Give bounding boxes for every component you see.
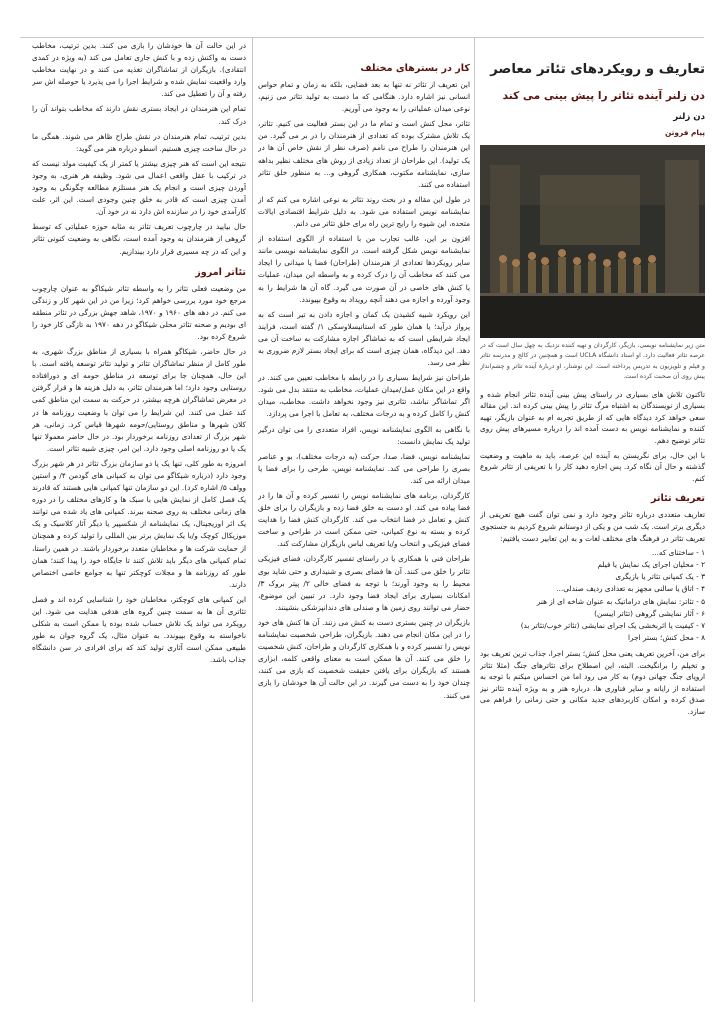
- definitions-list: [480, 547, 705, 644]
- paragraph: این رویکرد شبیه کشیدن یک کمان و اجازه دادن به تیر است که به پرواز درآید؛ یا همان طور که استانیسلاوسکی ۱/ گفته است، فرایند ایجاد شرایطی است که به تماشاگر اجازه مشارکت به ساخت آن می دهد. این دیدگاه، همان چیزی است که برای ایجاد بستر لازم ضروری به نظر می رسد.: [258, 309, 470, 368]
- paragraph: در طول این مقاله و در بحث روند تئاتر به نوعی اشاره می کنم که از نمایشنامه نویس استفاده می شود. به دلیل شرایط اقتصادی ایالات متحده، این شیوه را رایج ترین راه برای خلق تئاتر می دانم.: [258, 194, 470, 229]
- paragraph: تعاریف متعددی درباره تئاتر وجود دارد و نمی توان گفت هیچ تعریفی از دیگری برتر است. یک شب من و یکی از دوستانم شروع کردیم به جستجوی تعریف تئاتر در فرهنگ های مختلف لغات و به این تعابیر دست یافتیم:: [480, 510, 705, 543]
- paragraph: نمایشنامه نویس، فضا، صدا، حرکت (به درجات مختلف)، بو و عناصر بصری را طراحی می کند. نمایشنامه نویس، طرحی را برای فضا یا میدان ارائه می کند.: [258, 451, 470, 485]
- list-item: ۷ - کیفیت یا اثربخشی یک اجرای نمایشی (تئاتر خوب/تئاتر بد): [520, 620, 705, 630]
- paragraph: این تعریف از تئاتر نه تنها به بعد فضایی، بلکه به زمان و تمام حواس انسانی نیز اشاره دارد. هنگامی که ما دست به تولید تئاتر می زنیم، نوعی میدان عملیاتی را به وجود می آوریم.: [258, 80, 470, 114]
- paragraph: طراحان نیز شرایط بسیاری را در رابطه با مخاطب تعیین می کنند. در واقع در این مکان عمل/میدان عملیات، مخاطب به منتقد بدل می شود. اگر تماشاگر نباشد، تئاتری نیز وجود نخواهد داشت. مخاطب، میدان کنش را کامل کرده و به درجات مختلف، به تعامل با اجرا می پردازد.: [258, 373, 470, 419]
- paragraph: طراحان فنی با همکاری یا در راستای تفسیر کارگردان، فضای فیزیکی تئاتر را خلق می کنند. آن ها فضای بصری و شنیداری و حتی شاید بوی محیط را به وجود آورند؛ با توجه به فضای خالی ۲/ پیتر بروک ۳/ امکانات بسیاری برای ایجاد فضا وجود دارد. در تبیین این موضوع، حضار می توانند روی زمین ها و صندلی های دندانپزشکی بنشینند.: [258, 554, 470, 612]
- list-item: ۱ - ساختنای که...: [651, 548, 705, 558]
- paragraph: این کمپانی های کوچکتر، مخاطبان خود را شناسایی کرده اند و فصل تئاتری آن ها به سمت چنین گروه های هدفی هدایت می شود. این رویکرد می تواند یک تلاش حساب شده بوده یا ممکن است به شکلی ناخواسته به وقوع بپیوندد. به عنوان مثال، یک گروه جوان به طور طبیعی ممکن است آثاری تولید کند که برای افرادی در سن دانشگاه جذاب باشد.: [32, 594, 246, 665]
- paragraph: حال بیایید در چارچوب تعریف تئاتر به مثابه حوزه عملیاتی که توسط گروهی از هنرمندان به وجود آمده است، نگاهی به وضعیت کنونی تئاتر و این که در چه مسیری قرار دارد بیندازیم.: [32, 222, 246, 256]
- article-subtitle: دن زلنر آینده تئاتر را پیش بینی می کند: [502, 90, 705, 102]
- section-heading: تعریف تئاتر: [650, 493, 705, 505]
- list-item: ۵ - تئاتر: نمایش های دراماتیک به عنوان شاخه ای از هنر: [536, 596, 705, 606]
- paragraph: بدین ترتیب، تمام هنرمندان در نقش طراح ظاهر می شوند. همگی ما در حال ساخت چیزی هستیم. اسطو درباره هنر می گوید:: [32, 131, 246, 153]
- photo-caption: متن زیر نمایشنامه نویسی، بازیگر، کارگردان و تهیه کننده نزدیک به چهل سال است که در عرصه تئاتر فعالیت دارد. او استاد دانشگاه UCLA است و همچنین در کالج و مدرسه تئاتر و فیلم و تلویزیون به تدریس پرداخته است. این نوشتار، او دربارهٔ آینده تئاتر و چشم‌انداز پیش روی آن صحبت کرده است.: [480, 342, 705, 381]
- author-name: دن زلنر: [673, 112, 705, 122]
- paragraph: برای من، آخرین تعریف یعنی محل کنش؛ بستر اجرا، جذاب ترین تعریف بود و تخیلم را برانگیخت. البته، این اصطلاح برای تئاترهای جنگ (مثلا تئاتر اروپای جنگ جهانی دوم) به کار می رود اما من احساس میکنم با توجه به استفاده از رایانه و سایر فناوری ها، درباره هنر و به ویژه آینده تئاتر نیز صدق کرده و امکان کاربردهای جدید مکانی و حتی زمانی را فراهم می سازد.: [480, 648, 705, 716]
- paragraph: در حال حاضر، شیکاگو همراه با بسیاری از مناطق بزرگ شهری، به طور کامل از منظر تماشاگران تئاتر و تولید تئاتر توسعه یافته است. با این حال، همچنان جا برای توسعه در مناطق حومه ای و دورافتاده روستایی وجود دارد؛ اما هنرمندان تئاتر، به دلیل هزینه ها و قرار گرفتن در معرض تماشاگران هرچه بیشتر، در حرکت به سمت این مناطق کمی کند عمل می کنند. این شرایط را می توان با وضعیت روزنامه ها در کلان شهرها و مناطق روستایی/حومه شهرها قیاس کرد. زمانی، هر شهر بزرگ از تعدادی روزنامه برخوردار بود. در حال حاضر معمولا تنها یک یا دو روزنامه اصلی وجود دارد. این امر، چیزی شبیه تئاتر است.: [32, 347, 246, 453]
- stage-photo: [480, 145, 705, 338]
- column-left: [32, 40, 246, 975]
- translator-name: پیام فروتن: [664, 128, 705, 137]
- column-divider-right: [474, 37, 475, 1002]
- paragraph: تئاتر، محل کنش است و تمام ما در این بستر فعالیت می کنیم. تئاتر، یک تلاش مشترک بوده که تعدادی از هنرمندان را در بر می گیرد. من این هنرمندان را طراح می نامم (صرف نظر از نقش خاص آن ها در یک تولید). این طراحان از تعداد زیادی از روش های مختلف نظیر بداهه سازی، نمایشنامه مکتوب، همکاری گروهی و... به منظور خلق تئاتر استفاده می کنند.: [258, 119, 470, 189]
- section-heading: تئاتر امروز: [195, 266, 246, 278]
- column-right: [480, 40, 705, 1000]
- paragraph: من وضعیت فعلی تئاتر را به واسطه تئاتر شیکاگو به عنوان چارچوب مرجع خود مورد بررسی خواهم کرد؛ زیرا من در این شهر کار و زندگی می کنم. در دهه های ۱۹۶۰ و ۱۹۷۰، شاهد جهش بزرگی در تئاتر منطقه ای بودیم و صحنه تئاتر محلی شیکاگو در دهه ۱۹۷۰ به تازگی کار خود را شروع کرده بود.: [32, 283, 246, 341]
- article-title: تعاریف و رویکردهای تئاتر معاصر: [490, 62, 705, 77]
- paragraph: امروزه به طور کلی، تنها یک یا دو سازمان بزرگ تئاتر در هر شهر بزرگ وجود دارد (درباره شیکاگو می توان به کمپانی های گودمن ۴/ و استپن وولف ۵/ اشاره کرد). این دو سازمان تنها کمپانی هایی هستند که قادرند یک فصل کامل از نمایش هایی با سبک ها و کارهای مختلف را در دوره های زمانی مختلف به روی صحنه ببرند. کمپانی های یاد شده می توانند یک اثر اوریجینال، یک نمایشنامه از شکسپیر یا دیگر آثار کلاسیک و یک موزیکال کوچک و/یا یک نمایش برتر بین المللی را تولید کرده و همچنان از حمایت شرکت ها و مخاطبان متعدد برخوردار باشند. در همین راستا، تمام کمپانی های دیگر باید تلاش کنند تا جایگاه خود را پیدا کنند؛ همان طور که روزنامه ها و مجلات کوچکتر تنها به جوامع خاصی اختصاص دارند.: [32, 458, 246, 589]
- column-divider-left: [252, 37, 253, 1002]
- paragraph: بازیگران در چنین بستری دست به کنش می زنند. آن ها کنش های خود را در این مکان انجام می دهند. بازیگران، طراحی شخصیت نمایشنامه نویس را تفسیر کرده و با همکاری کارگردان و طراحان، کنش شخصیت را خلق می کنند. آن ها ممکن است به معنای واقعی کلمه، ابزاری هستند که بازیگران برای یافتن حقیقت شخصیت که بازی می کنند، چندان خود را به دست می گیرند. در این حالت آن ها خودشان را بازی می کنند.: [258, 617, 470, 700]
- stage-scene-illustration: [480, 145, 705, 338]
- paragraph: تمام این هنرمندان در ایجاد بستری نقش دارند که مخاطب بتواند آن را درک کند.: [32, 104, 246, 126]
- paragraph: در این حالت آن ها خودشان را بازی می کنند. بدین ترتیب، مخاطب دست به واکنش زده و با کنش جاری تعامل می کند (به ویژه در کمدی انتقادی). بازیگران از تماشاگران تغذیه می کنند و در نهایت مخاطب وارد واقعیت نمایش شده و شرایط اجرا را می پذیرد یا حوصله اش سر رفته و آن را تعطیل می کند.: [32, 41, 246, 99]
- paragraph: نتیجه این است که هنر چیزی بیشتر یا کمتر از یک کیفیت مولد نیست که در ترکیب با عقل واقعی اعمال می شود. وظیفه هر هنری، به وجود آوردن چیزی است و انجام یک هنر مستلزم مطالعه چگونگی به وجود آمدن چیزی است که قادر به خلق چنین وجودی است. این اثر، علت کارآمدی خود را در سازنده اش دارد نه در خود آن.: [32, 158, 246, 217]
- paragraph: کارگردان، برنامه های نمایشنامه نویس را تفسیر کرده و آن ها را در فضا پیاده می کند. او دست به خلق فضا زده و بازیگران را برای خلق کنش و تعامل در فضا انتخاب می کند. کارگردان کنش فضا را هدایت کرده و بسته به نوع کمپانی، حتی ممکن است در طراحی و ساخت فضای فیزیکی و انتخاب و/یا تعریف لباس بازیگران مشارکت کند.: [258, 491, 470, 549]
- column-middle: [258, 40, 470, 975]
- paragraph: با این حال، برای نگریستن به آینده این عرصه، باید به ماهیت و وضعیت گذشته و حال آن نگاه کرد. پس اجازه دهید کار را با تعریفی از تئاتر شروع کنم.: [480, 450, 705, 483]
- paragraph: افزون بر این، غالب تجارب من با استفاده از الگوی استفاده از نمایشنامه نویس شکل گرفته است. در الگوی نمایشنامه نویسی مانند سایر رویکردها تعدادی از هنرمندان (طراحان) فضا یا میدانی را ایجاد می کنند که مخاطب آن را درک کرده و به واسطه این میدان، عملیات یا کنش های خاصی در آن صورت می گیرد. گاه آن ها شرایط را به وجود آورده و اجازه می دهند آنچه رویداد به وقوع بپیوندد.: [258, 234, 470, 304]
- section-heading: کار در بسترهای مختلف: [360, 63, 470, 74]
- top-rule: [20, 37, 704, 38]
- list-item: ۲ - محلیان اجرای یک نمایش یا فیلم: [597, 560, 705, 570]
- list-item: ۴ - اتاق یا سالنی مجهز به تعدادی ردیف صندلی...: [556, 584, 705, 594]
- list-item: ۶ - آثار نمایشی گروهی (تئاتر ایبسن): [594, 608, 705, 618]
- list-item: ۸ - محل کنش؛ بستر اجرا: [628, 632, 705, 642]
- paragraph: با نگاهی به الگوی نمایشنامه نویس، افراد متعددی را می توان درگیر تولید یک نمایش دانست:: [258, 424, 470, 446]
- paragraph: تاکنون تلاش های بسیاری در راستای پیش بینی آینده تئاتر انجام شده و بسیاری از نویسندگان به اشتباه مرگ تئاتر را پیش بینی کرده اند. این مقاله سعی خواهد کرد دیدگاه هایی که از طریق تجربه ام به عنوان بازیگر، تهیه کننده و نمایشنامه نویس به دست آمده اند را درباره مسیرهای پیش روی تئاتر توضیح دهم.: [480, 389, 705, 445]
- list-item: ۳ - یک کمپانی تئاتر یا بازیگری: [615, 572, 705, 582]
